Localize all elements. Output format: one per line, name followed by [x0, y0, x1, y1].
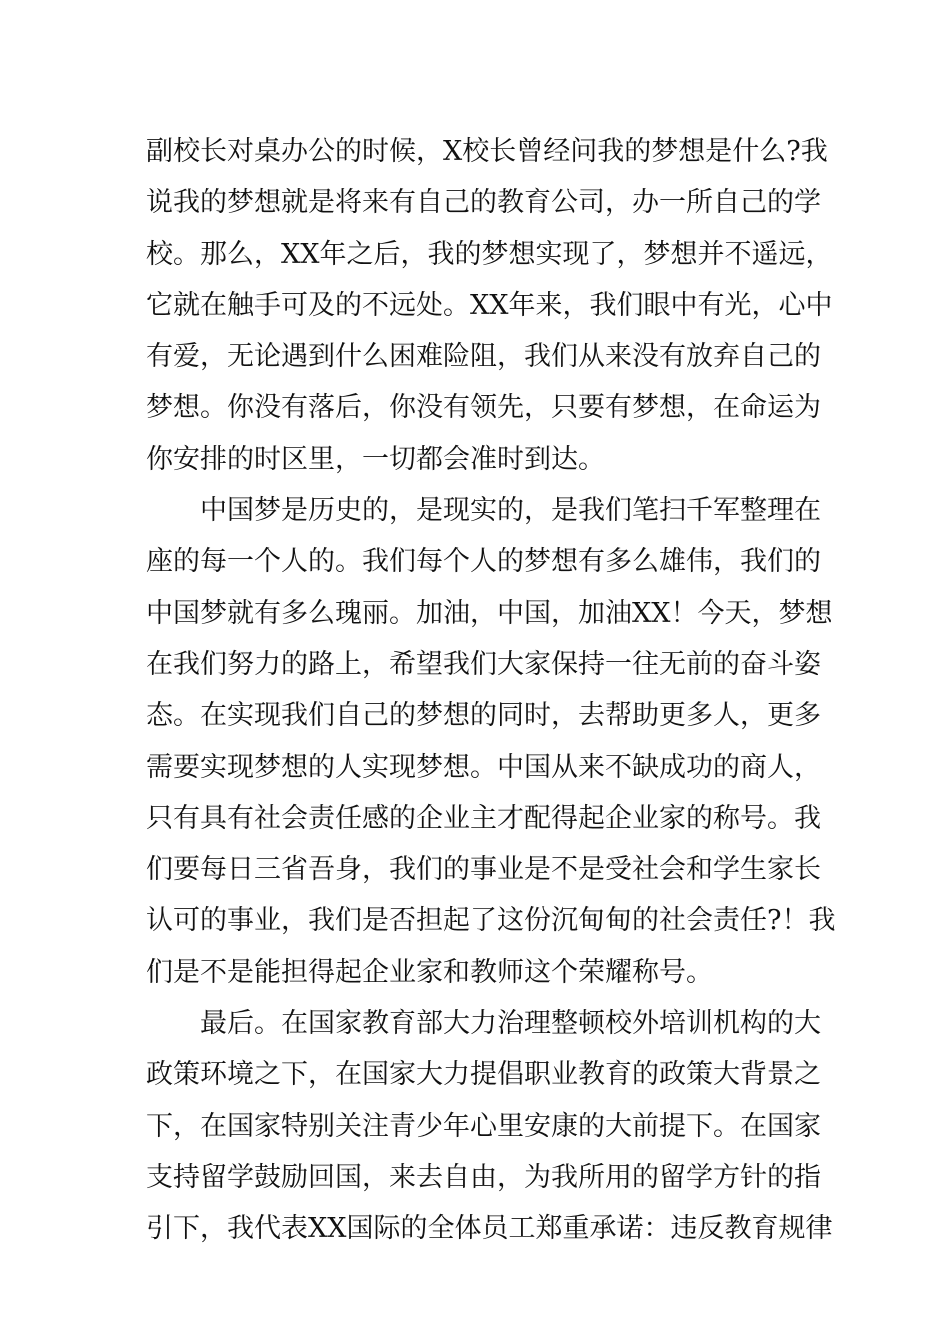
- paragraph-2-line-1: 中国梦是历史的，是现实的，是我们笔扫千军整理在: [200, 495, 821, 527]
- paragraph-3-line-4: 支持留学鼓励回国，来去自由，为我所用的留学方针的指: [146, 1161, 821, 1193]
- paragraph-2-line-3: 中国梦就有多么瑰丽。加油，中国，加油XX！今天，梦想: [146, 597, 833, 629]
- document-body: [146, 126, 836, 1255]
- paragraph-1-line-4: 它就在触手可及的不远处。XX年来，我们眼中有光，心中: [146, 289, 833, 321]
- paragraph-1-line-5: 有爱，无论遇到什么困难险阻，我们从来没有放弃自己的: [146, 341, 821, 373]
- paragraph-2-line-6: 需要实现梦想的人实现梦想。中国从来不缺成功的商人，: [146, 751, 821, 783]
- paragraph-2-line-2: 座的每一个人的。我们每个人的梦想有多么雄伟，我们的: [146, 546, 821, 578]
- paragraph-3-line-3: 下，在国家特别关注青少年心里安康的大前提下。在国家: [146, 1110, 821, 1142]
- paragraph-2-line-9: 认可的事业，我们是否担起了这份沉甸甸的社会责任?！我: [146, 905, 836, 937]
- paragraph-1-line-7: 你安排的时区里，一切都会准时到达。: [146, 443, 605, 475]
- paragraph-2-line-10: 们是不是能担得起企业家和教师这个荣耀称号。: [146, 956, 713, 988]
- paragraph-2-line-8: 们要每日三省吾身，我们的事业是不是受社会和学生家长: [146, 854, 821, 886]
- paragraph-1-line-6: 梦想。你没有落后，你没有领先，只要有梦想，在命运为: [146, 392, 821, 424]
- paragraph-3-line-5: 引下，我代表XX国际的全体员工郑重承诺：违反教育规律: [146, 1213, 833, 1245]
- paragraph-1-line-1: 副校长对桌办公的时候，X校长曾经问我的梦想是什么?我: [146, 136, 828, 167]
- paragraph-1-line-2: 说我的梦想就是将来有自己的教育公司，办一所自己的学: [146, 187, 821, 219]
- paragraph-2-line-5: 态。在实现我们自己的梦想的同时，去帮助更多人，更多: [146, 700, 821, 732]
- paragraph-3-line-2: 政策环境之下，在国家大力提倡职业教育的政策大背景之: [146, 1059, 821, 1091]
- paragraph-2-line-7: 只有具有社会责任感的企业主才配得起企业家的称号。我: [146, 802, 821, 834]
- paragraph-3-line-1: 最后。在国家教育部大力治理整顿校外培训机构的大: [200, 1008, 821, 1040]
- paragraph-2-line-4: 在我们努力的路上，希望我们大家保持一往无前的奋斗姿: [146, 648, 821, 680]
- paragraph-1-line-3: 校。那么，XX年之后，我的梦想实现了，梦想并不遥远，: [146, 238, 833, 270]
